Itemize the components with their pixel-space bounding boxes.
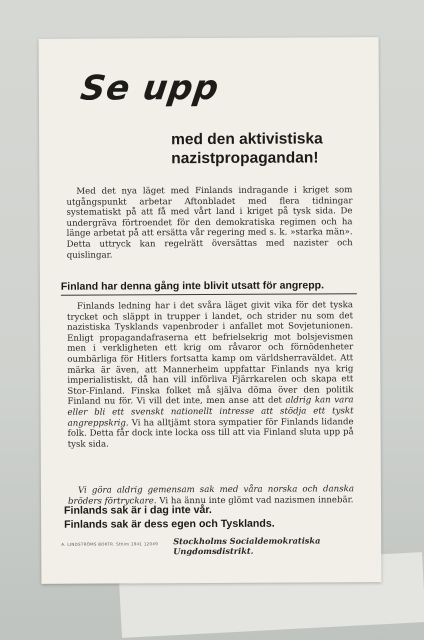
intro-paragraph: Med det nya läget med Finlands indragande i kriget som utgångspunkt arbetar Aftonbladet med flera tidningar systematiskt på att få med vårt land i kriget på tysk sida. De undergräva förtroendet för den demokratiska regimen och ha länge arbetat på att ersätta vår regering med s. k. »starka män». Detta uttryck kan regelrätt översättas med nazister och quislingar. (66, 185, 353, 261)
subheadline (171, 129, 323, 168)
closing-rest: Vi ha ännu inte glömt vad nazismen innebär. (159, 494, 354, 506)
leaflet-sheet (39, 37, 382, 584)
closing-emphasis: Vi göra aldrig gemensam sak med våra norska och danska bröders förtryckare. (67, 484, 354, 507)
printer-note: A. LINDSTRÖMS BOKTR. Sthlm 1941 12049 (61, 541, 159, 547)
divider-rule (61, 293, 357, 296)
slogans (64, 503, 275, 532)
slogan-line-1: Finlands sak är i dag inte vår. (64, 503, 212, 517)
headline: Se upp (78, 67, 222, 109)
subheadline-line-1: med den aktivistiska (171, 130, 323, 149)
main-paragraph-part-1: Finlands ledning har i det svåra läget givit vika för det tyska trycket och släppt in trupper i landet, och strider nu som det nazistiska Tysklands vapenbroder i anfallet mot Sovjetunionen. Enligt propagandafraserna ett befrielsekrig mot bolsjevismen men i verkligheten ett krig om råvaror och förnödenheter oumbärliga för Hitlers fortsatta kamp om världsherraväldet. Att märka är även, att Mannerheim uppfattar Finlands nya krig imperialistiskt, då han vill införliva Fjärrkarelen och skapa ett Stor-Finland. Finska folket må själva döma över den politik Finland nu för. Vi vill det inte, men anse att det (67, 300, 354, 408)
subheadline-line-2: nazistpropagandan! (171, 149, 319, 168)
main-paragraph (67, 300, 354, 450)
signature: Stockholms Socialdemokratiska Ungdomsdistrikt. (173, 535, 321, 557)
slogan-line-2: Finlands sak är dess egen och Tysklands. (64, 517, 275, 531)
main-paragraph-emphasis: aldrig kan vara eller bli ett svenskt nationellt intresse att stödja ett tyskt angreppskrig. (67, 395, 354, 429)
main-paragraph-part-2: Vi ha alltjämt stora sympatier för Finlands lidande folk. Detta får dock inte locka oss till att via Finland sluta upp på tysk sida. (67, 416, 354, 450)
section-heading: Finland har denna gång inte blivit utsatt för angrepp. (60, 279, 325, 293)
